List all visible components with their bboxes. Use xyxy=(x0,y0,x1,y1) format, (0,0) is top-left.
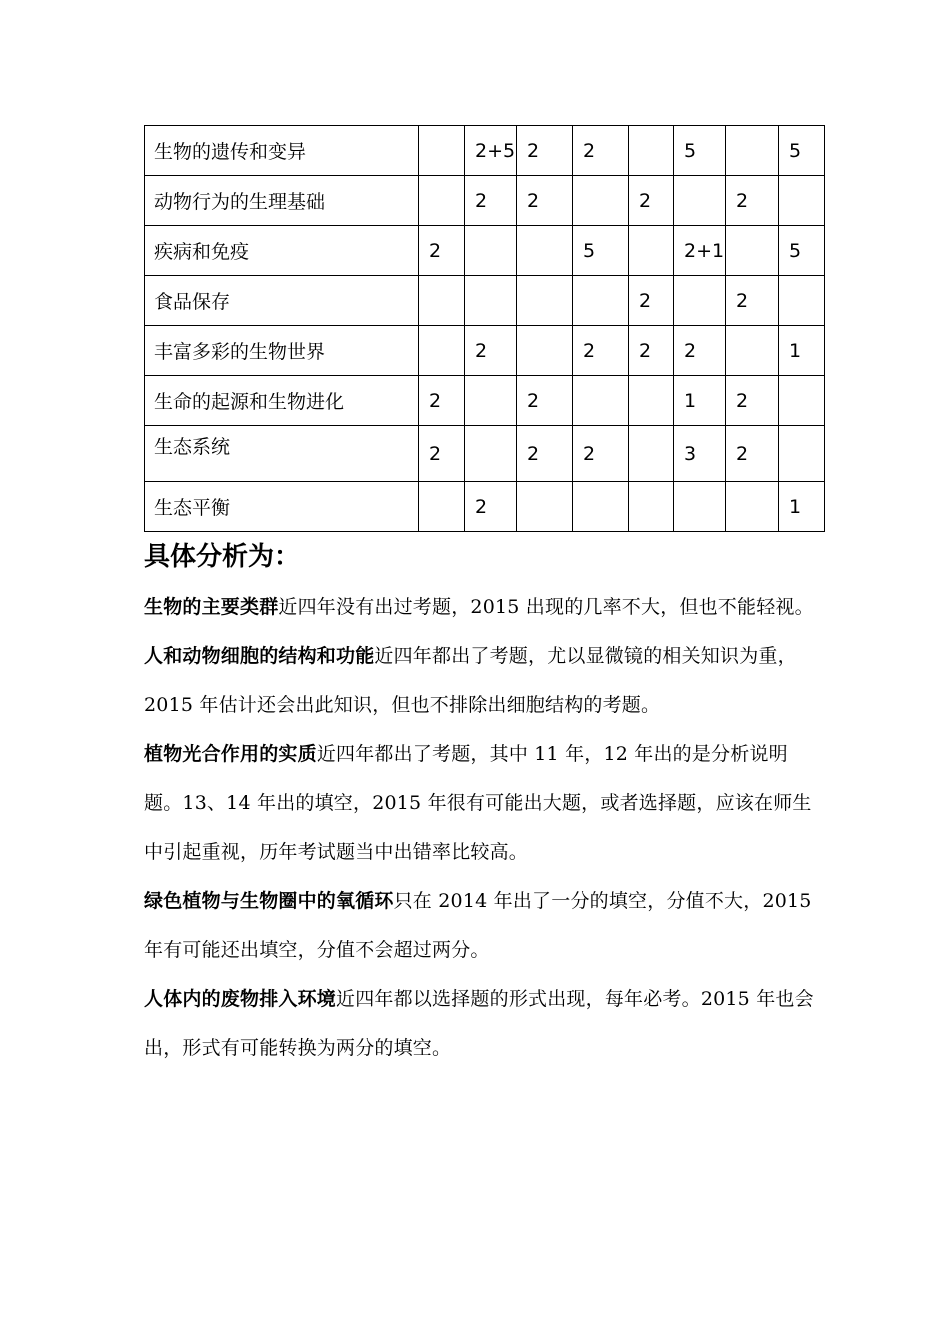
score-cell: 1 xyxy=(674,376,726,426)
topic-cell: 动物行为的生理基础 xyxy=(145,176,419,226)
score-cell xyxy=(779,426,825,482)
table-row xyxy=(145,126,825,176)
score-cell xyxy=(419,176,465,226)
analysis-paragraph xyxy=(144,975,824,1073)
score-cell: 5 xyxy=(779,126,825,176)
score-cell xyxy=(419,126,465,176)
analysis-paragraph xyxy=(144,730,824,877)
table-row xyxy=(145,276,825,326)
score-cell: 3 xyxy=(674,426,726,482)
score-cell xyxy=(779,376,825,426)
score-cell: 2 xyxy=(573,426,629,482)
score-cell xyxy=(517,276,573,326)
score-cell: 2+5 xyxy=(465,126,517,176)
score-cell xyxy=(674,276,726,326)
score-cell xyxy=(674,176,726,226)
analysis-paragraph xyxy=(144,583,824,632)
score-cell xyxy=(573,276,629,326)
score-cell xyxy=(517,326,573,376)
table-row xyxy=(145,176,825,226)
analysis-paragraph xyxy=(144,632,824,730)
table-row xyxy=(145,376,825,426)
score-cell: 2 xyxy=(465,482,517,532)
table-row xyxy=(145,326,825,376)
score-cell: 2 xyxy=(419,426,465,482)
score-cell xyxy=(465,426,517,482)
score-cell xyxy=(629,376,674,426)
analysis-text: 近四年没有出过考题，2015 出现的几率不大，但也不能轻视。 xyxy=(278,596,814,618)
score-cell: 2 xyxy=(674,326,726,376)
score-cell xyxy=(465,276,517,326)
score-cell: 2 xyxy=(629,176,674,226)
score-cell: 2 xyxy=(573,326,629,376)
score-cell xyxy=(726,126,779,176)
analysis-topic: 生物的主要类群 xyxy=(144,596,279,618)
score-cell: 2 xyxy=(419,226,465,276)
analysis-heading: 具体分析为： xyxy=(144,542,301,572)
score-cell: 2 xyxy=(726,376,779,426)
score-cell: 2 xyxy=(465,176,517,226)
analysis-topic: 人体内的废物排入环境 xyxy=(144,988,337,1010)
score-cell: 2 xyxy=(726,176,779,226)
score-cell xyxy=(573,376,629,426)
table-row xyxy=(145,426,825,482)
score-cell xyxy=(629,226,674,276)
score-cell: 2 xyxy=(726,276,779,326)
score-cell xyxy=(629,482,674,532)
score-cell xyxy=(517,226,573,276)
score-cell xyxy=(726,482,779,532)
score-cell xyxy=(779,176,825,226)
analysis-text: 近四年都出了考题，其中 11 年，12 年出的是分析说明题。13、14 年出的填空，2015 年很有可能出大题，或者选择题，应该在师生中引起重视，历年考试题当中出错率比较高。 xyxy=(144,743,812,863)
score-cell: 2 xyxy=(465,326,517,376)
analysis-text: 近四年都出了考题，尤以显微镜的相关知识为重，2015 年估计还会出此知识，但也不排除出细胞结构的考题。 xyxy=(144,645,797,716)
score-cell: 2 xyxy=(419,376,465,426)
topic-cell: 生命的起源和生物进化 xyxy=(145,376,419,426)
score-cell xyxy=(726,326,779,376)
topic-cell: 丰富多彩的生物世界 xyxy=(145,326,419,376)
score-cell: 2 xyxy=(517,176,573,226)
score-cell xyxy=(517,482,573,532)
score-cell: 2 xyxy=(726,426,779,482)
score-cell xyxy=(573,482,629,532)
score-cell: 2+1 xyxy=(674,226,726,276)
score-cell xyxy=(573,176,629,226)
score-cell xyxy=(465,226,517,276)
score-cell xyxy=(779,276,825,326)
table-row xyxy=(145,482,825,532)
score-cell xyxy=(726,226,779,276)
analysis-text: 近四年都以选择题的形式出现，每年必考。2015 年也会出，形式有可能转换为两分的填空。 xyxy=(144,988,814,1059)
topic-cell: 生态平衡 xyxy=(145,482,419,532)
exam-topics-table xyxy=(144,125,825,532)
analysis-section xyxy=(144,583,824,1073)
score-cell: 1 xyxy=(779,482,825,532)
analysis-topic: 人和动物细胞的结构和功能 xyxy=(144,645,375,667)
analysis-topic: 绿色植物与生物圈中的氧循环 xyxy=(144,890,394,912)
score-cell: 1 xyxy=(779,326,825,376)
score-cell xyxy=(419,276,465,326)
score-cell xyxy=(629,126,674,176)
analysis-text: 只在 2014 年出了一分的填空，分值不大，2015 年有可能还出填空，分值不会超过两分。 xyxy=(144,890,812,961)
topic-cell: 生态系统 xyxy=(145,426,419,482)
score-cell xyxy=(674,482,726,532)
analysis-topic: 植物光合作用的实质 xyxy=(144,743,317,765)
score-cell xyxy=(629,426,674,482)
score-cell: 2 xyxy=(573,126,629,176)
score-cell: 2 xyxy=(517,376,573,426)
score-cell: 2 xyxy=(517,126,573,176)
score-cell xyxy=(465,376,517,426)
score-cell xyxy=(419,326,465,376)
analysis-paragraph xyxy=(144,877,824,975)
score-cell: 5 xyxy=(674,126,726,176)
score-cell xyxy=(419,482,465,532)
score-cell: 5 xyxy=(779,226,825,276)
score-cell: 5 xyxy=(573,226,629,276)
score-cell: 2 xyxy=(629,326,674,376)
score-cell: 2 xyxy=(629,276,674,326)
topic-cell: 食品保存 xyxy=(145,276,419,326)
table-row xyxy=(145,226,825,276)
topic-cell: 疾病和免疫 xyxy=(145,226,419,276)
topic-cell: 生物的遗传和变异 xyxy=(145,126,419,176)
score-cell: 2 xyxy=(517,426,573,482)
